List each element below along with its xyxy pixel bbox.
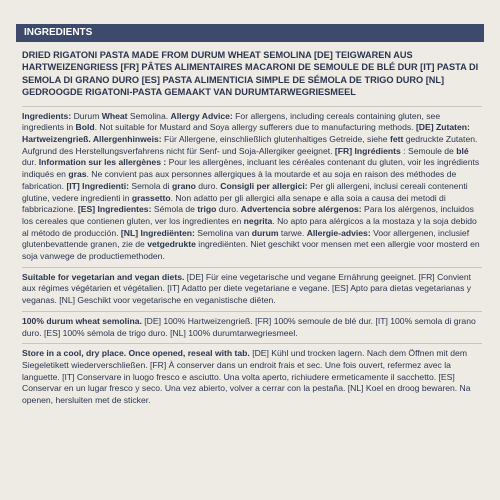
it-allergy-label: Consigli per allergici: — [220, 180, 308, 191]
section-header: INGREDIENTS — [16, 24, 484, 42]
it-ingredients-label: [IT] Ingredienti: — [66, 180, 129, 191]
bold-word: gras — [68, 169, 87, 180]
storage-heading: Store in a cool, dry place. Once opened, reseal with tab. — [22, 348, 250, 359]
product-title: DRIED RIGATONI PASTA MADE FROM DURUM WHEAT SEMOLINA [DE] TEIGWAREN AUS HARTWEIZENGRIESS [FR] PÂTES ALIMENTAIRES MACARONI DE SEMOULE DE BLÉ DUR [IT] PASTA DI SEMOLA DI GRANO DURO [ES] PASTA ALIMENTICIA SIMPLE DE SÉMOLA DE TRIGO DURO [NL] GEDROOGDE RIGATONI-PASTA GEMAAKT VAN DURUMTARWEGRIESMEEL — [22, 50, 479, 98]
suitability-heading: Suitable for vegetarian and vegan diets. — [22, 271, 185, 282]
composition-text — [22, 316, 482, 339]
en-ingredients-label: Ingredients: — [22, 110, 72, 121]
text-segment: tarwe. — [278, 227, 307, 238]
text-segment: Semola di — [128, 180, 172, 191]
text-segment: duro. — [216, 204, 241, 215]
text-segment: . Not suitable for Mustard and Soya allergy sufferers due to manufacturing methods. — [94, 122, 416, 133]
suitability-translations: [DE] Für eine vegetarische und vegane Ernährung geeignet. [FR] Convient aux régimes végétarien et végétalien. [IT] Adatto per diete vegetariane e vegane. [ES] Apto para dietas vegetarianas y veganas. [NL] Geschikt voor vegetarische en veganistische diëten. — [22, 271, 472, 306]
es-allergy-label: Advertencia sobre alérgenos: — [240, 204, 362, 215]
de-allergy-label: Allergenhinweis: — [90, 134, 162, 145]
text-segment: duro. — [195, 180, 221, 191]
bold-word: vetgedrukte — [147, 239, 196, 250]
ingredients-text — [22, 111, 482, 263]
text-segment: . Ne convient pas aux personnes allergiques à la moutarde et au soja en raison des méthodes de fabrication. — [22, 169, 457, 191]
text-segment: Voor allergenen, inclusief glutenbevattende granen, zie de — [22, 227, 470, 250]
bold-word: negrita — [243, 215, 273, 226]
composition-heading: 100% durum wheat semolina. — [22, 315, 142, 326]
text-segment: ingrediënten. Niet geschikt voor mensen met een allergie voor mosterd en soja vanwege de productiemethoden. — [22, 239, 480, 262]
ingredients-block — [22, 106, 482, 263]
text-segment: Sémola de — [151, 204, 198, 215]
allergen-word: grano — [171, 180, 196, 191]
text-segment: Für Allergene, einschließlich glutenhaltiges Getreide, siehe — [161, 134, 390, 145]
es-ingredients-label: [ES] Ingredientes: — [77, 204, 152, 215]
fr-allergy-label: Information sur les allergènes : — [38, 157, 167, 168]
text-segment: Semolina van — [194, 227, 252, 238]
storage-text — [22, 348, 482, 407]
bold-word: Bold — [75, 122, 95, 133]
text-segment: Para los alérgenos, incluidos los cereales que contienen gluten, ver los ingredientes en — [22, 204, 474, 226]
bold-word: grassetto — [131, 192, 171, 203]
composition-translations: [DE] 100% Hartweizengrieß. [FR] 100% semoule de blé dur. [IT] 100% semola di grano duro. [ES] 100% sémola de trigo duro. [NL] 100% durumtarwegriesmeel. — [22, 315, 476, 338]
text-segment: . No apto para alérgicos a la mostaza y la soja debido al método de producción. — [22, 215, 477, 238]
nl-ingredients-label: [NL] Ingrediënten: — [120, 227, 195, 238]
storage-translations: [DE] Kühl und trocken lagern. Nach dem Öffnen mit dem Siegeletikett wiederverschließen. [FR] À conserver dans un endroit frais et sec. Une fois ouvert, refermez avec la languette. [IT] Conservare in luogo fresco e asciutto. Una volta aperto, richiudere ermeticamente il sacchetto. [ES] Conservar en un lugar fresco y seco. Una vez abierto, volver a cerrar con la pestaña. [NL] Koel en droog bewaren. Na openen, hersluiten met de sticker. — [22, 348, 471, 406]
allergen-word: durum — [251, 227, 279, 238]
fr-ingredients-label: [FR] Ingrédients — [334, 145, 401, 156]
allergen-word: blé — [456, 145, 469, 156]
bold-word: fett — [389, 134, 404, 145]
allergy-advice-label: Allergy Advice: — [170, 110, 233, 121]
text-segment: dur. — [22, 157, 39, 168]
text-segment: . Non adatto per gli allergici alla senape e alla soia a causa dei metodi di fabbricazione. — [22, 192, 446, 215]
text-segment: Pour les allergènes, incluant les céréales contenant du gluten, voir les ingrédients indiqués en — [22, 157, 480, 180]
text-segment: Durum — [71, 110, 102, 121]
text-segment: Semolina. — [127, 110, 171, 121]
allergen-word: trigo — [197, 204, 217, 215]
text-segment: : Semoule de — [400, 145, 457, 156]
nl-allergy-label: Allergie-advies: — [306, 227, 371, 238]
ingredients-panel — [22, 49, 482, 407]
text-segment: For allergens, including cereals containing gluten, see ingredients in — [22, 110, 441, 133]
allergen-word: Wheat — [101, 110, 128, 121]
de-ingredients-label: [DE] Zutaten: Hartweizengrieß. — [22, 122, 470, 145]
composition-block — [22, 311, 482, 339]
suitability-block — [22, 267, 482, 307]
text-segment: Per gli allergeni, inclusi cereali contenenti glutine, vedere ingredienti in — [22, 180, 468, 203]
text-segment: gedruckte Zutaten. Aufgrund des Herstellungsverfahrens nicht für Senf- und Soja-Allergiker geeignet. — [22, 134, 478, 156]
suitability-text — [22, 272, 482, 307]
storage-block — [22, 343, 482, 407]
